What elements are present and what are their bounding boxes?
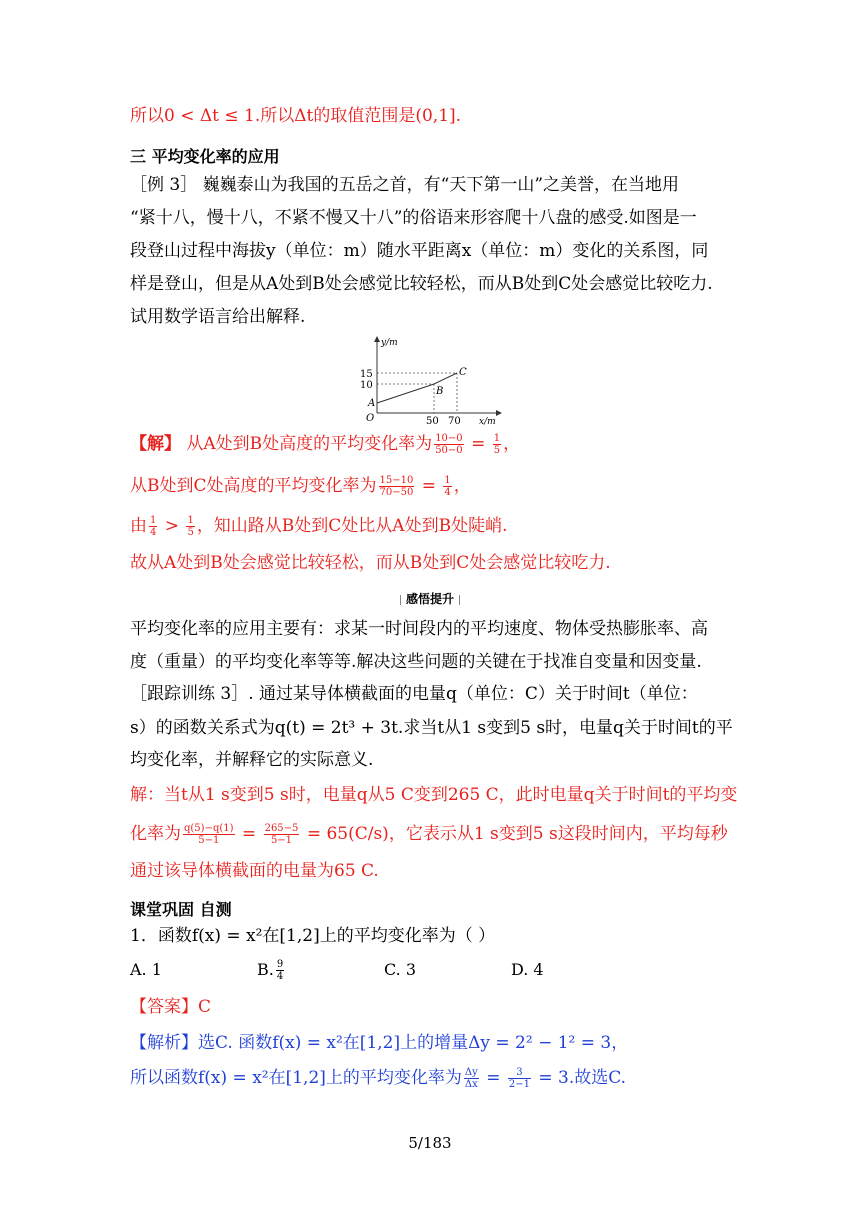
fraction: $\frac{10-0}{50-0}$ [435, 433, 463, 456]
example-line: 段登山过程中海拔y（单位：m）随水平距离x（单位：m）变化的关系图，同 [130, 241, 709, 261]
option-b: B. $\frac{9}{4}$ [257, 959, 284, 982]
section-heading: 课堂巩固 自测 [130, 900, 232, 919]
y-tick-label: 15 [360, 369, 373, 380]
solution-line: 由 $\frac{1}{4}$ > $\frac{1}{5}$ ，知山路从B处到C处比从A处到B处陡峭. [130, 515, 508, 538]
y-axis-label: y/m [381, 338, 398, 348]
x-tick-label: 50 [426, 416, 439, 425]
answer-line: 【答案】C [130, 997, 212, 1017]
point-b-label: B [436, 386, 444, 397]
solution-line: 所以0 < Δt ≤ 1.所以Δt的取值范围是(0,1]. [130, 106, 462, 126]
option-a: A. 1 [130, 960, 162, 979]
example-line: ［例 3］ 巍巍泰山为我国的五岳之首，有“天下第一山”之美誉，在当地用 [130, 175, 680, 195]
solution-line: 故从A处到B处会感觉比较轻松，而从B处到C处会感觉比较吃力. [130, 553, 611, 573]
solution-line: 【解】 从A处到B处高度的平均变化率为 $\frac{10-0}{50-0}$ = $\frac{1}{5}$ ， [130, 433, 521, 456]
y-tick-label: 10 [360, 380, 373, 391]
fraction: $\frac{1}{5}$ [187, 515, 194, 538]
fraction: $\frac{1}{5}$ [493, 433, 501, 456]
example-line: “紧十八，慢十八，不紧不慢又十八”的俗语来形容爬十八盘的感受.如图是一 [130, 208, 697, 228]
point-a-label: A [368, 398, 376, 409]
explanation-line: 【解析】选C. 函数f(x) = x²在[1,2]上的增量Δy = 2² − 1² = 3， [130, 1033, 629, 1053]
question-line: 1．函数f(x) = x²在[1,2]上的平均变化率为（ ） [130, 926, 496, 946]
example-line: 样是登山，但是从A处到B处会感觉比较轻松，而从B处到C处会感觉比较吃力. [130, 274, 713, 294]
option-d: D. 4 [511, 960, 544, 979]
exercise-line: ［跟踪训练 3］. 通过某导体横截面的电量q（单位：C）关于时间t（单位： [130, 684, 698, 704]
exercise-line: 均变化率，并解释它的实际意义. [130, 750, 374, 770]
insight-line: 度（重量）的平均变化率等等.解决这些问题的关键在于找准自变量和因变量. [130, 652, 702, 672]
elevation-figure [355, 333, 505, 425]
origin-label: O [366, 413, 375, 424]
exercise-solution-line: 化率为 $\frac{q(5)-q(1)}{5-1}$ = $\frac{265-5}{5-1}$ = 65(C/s)，它表示从1 s变到5 s这段时间内，平均每秒 [130, 823, 728, 846]
fraction: $\frac{265-5}{5-1}$ [264, 823, 299, 846]
fraction: $\frac{9}{4}$ [276, 959, 284, 982]
example-line: 试用数学语言给出解释. [130, 307, 306, 327]
insight-heading: 感悟提升 [0, 590, 860, 607]
page-number: 5/183 [408, 1134, 452, 1152]
section-heading: 三 平均变化率的应用 [130, 147, 280, 166]
fraction: $\frac{3}{2-1}$ [508, 1067, 530, 1090]
exercise-line: s）的函数关系式为q(t) = 2t³ + 3t.求当t从1 s变到5 s时，电量q关于时间t的平 [130, 718, 733, 738]
fraction: $\frac{1}{4}$ [444, 475, 451, 498]
fraction: $\frac{1}{4}$ [150, 515, 157, 538]
fraction: $\frac{q(5)-q(1)}{5-1}$ [184, 823, 234, 846]
x-tick-label: 70 [448, 416, 461, 425]
explanation-line: 所以函数f(x) = x²在[1,2]上的平均变化率为 $\frac{\Delta y}{\Delta x}$ = $\frac{3}{2-1}$ = 3.故选C. [130, 1067, 627, 1090]
exercise-solution-line: 解：当t从1 s变到5 s时，电量q从5 C变到265 C，此时电量q关于时间t的平均变 [130, 785, 738, 805]
exercise-solution-line: 通过该导体横截面的电量为65 C. [130, 861, 379, 881]
option-c: C. 3 [384, 960, 417, 979]
point-c-label: C [459, 367, 467, 378]
path-ab [377, 384, 434, 403]
solution-line: 从B处到C处高度的平均变化率为 $\frac{15-10}{70-50}$ = $\frac{1}{4}$ ， [130, 475, 471, 498]
solution-tag: 【解】 [130, 434, 181, 454]
fraction: $\frac{\Delta y}{\Delta x}$ [464, 1067, 478, 1090]
fraction: $\frac{15-10}{70-50}$ [379, 475, 414, 498]
insight-line: 平均变化率的应用主要有：求某一时间段内的平均速度、物体受热膨胀率、高 [130, 619, 708, 639]
path-bc [434, 373, 457, 384]
x-axis-label: x/m [479, 417, 496, 425]
